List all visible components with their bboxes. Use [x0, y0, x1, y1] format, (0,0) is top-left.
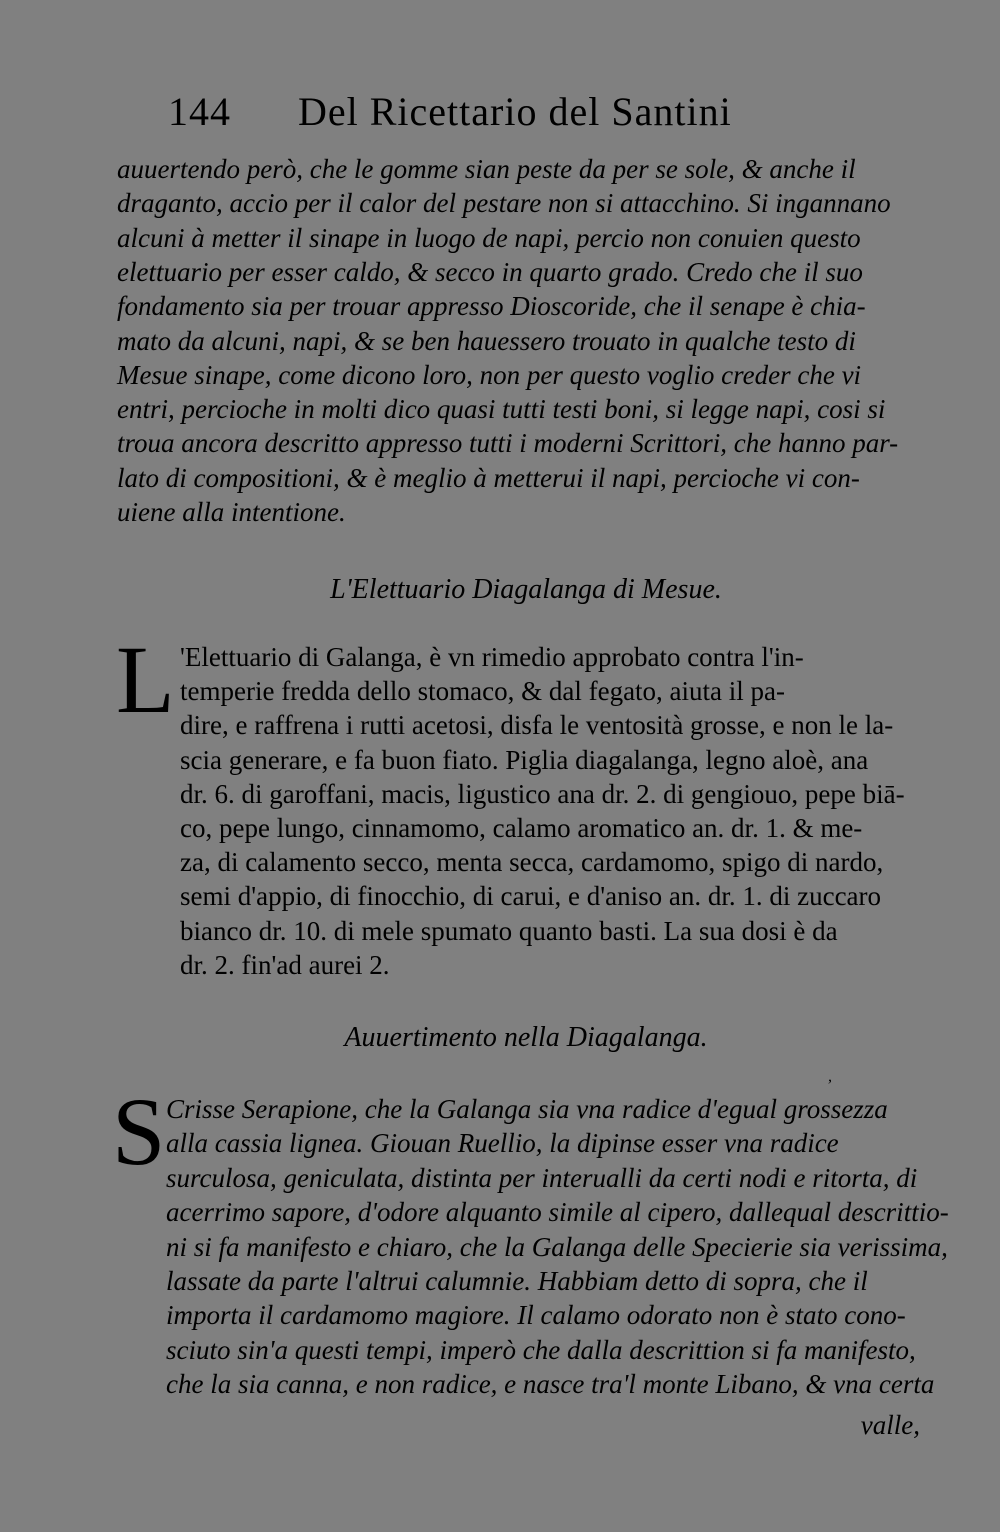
- text-line: elettuario per esser caldo, & secco in quarto grado. Credo che il suo: [117, 256, 863, 287]
- section-heading-2: Auuertimento nella Diagalanga.: [344, 1022, 708, 1053]
- text-line: uiene alla intentione.: [117, 497, 346, 527]
- text-line: dr. 6. di garoffani, macis, ligustico ana dr. 2. di gengiouo, pepe biā-: [180, 778, 905, 809]
- text-line: Crisse Serapione, che la Galanga sia vna radice d'egual grossezza: [166, 1094, 888, 1124]
- text-line: mato da alcuni, napi, & se ben hauessero trouato in qualche testo di: [117, 325, 856, 356]
- text-line: lassate da parte l'altrui calumnie. Habbiam detto di sopra, che il: [166, 1266, 868, 1296]
- text-line: che la sia canna, e non radice, e nasce tra'l monte Libano, & vna certa: [166, 1369, 935, 1400]
- drop-cap-l: L: [116, 626, 175, 733]
- text-line: sciuto sin'a questi tempi, imperò che dalla descrittion si fa manifesto,: [166, 1334, 916, 1365]
- text-line: acerrimo sapore, d'odore alquanto simile al cipero, dallequal descrittio-: [166, 1197, 949, 1228]
- drop-cap-s: S: [112, 1078, 166, 1185]
- text-line: alla cassia lignea. Giouan Ruellio, la dipinse esser vna radice: [166, 1128, 839, 1159]
- text-line: Mesue sinape, come dicono loro, non per questo voglio creder che vi: [117, 359, 862, 390]
- text-line: lato di compositioni, & è meglio à metterui il napi, percioche vi con-: [117, 462, 860, 493]
- page-number: 144: [168, 89, 231, 134]
- text-line: bianco dr. 10. di mele spumato quanto basti. La sua dosi è da: [180, 915, 838, 946]
- section-heading-1: L'Elettuario Diagalanga di Mesue.: [330, 574, 722, 605]
- text-line: surculosa, geniculata, distinta per interualli da certi nodi e ritorta, di: [166, 1162, 918, 1193]
- stray-mark: ,: [828, 1068, 832, 1085]
- text-line: scia generare, e fa buon fiato. Piglia diagalanga, legno aloè, ana: [180, 744, 869, 775]
- text-line: draganto, accio per il calor del pestare non si attacchino. Si ingannano: [117, 188, 891, 219]
- text-line: dr. 2. fin'ad aurei 2.: [180, 949, 390, 980]
- text-line: fondamento sia per trouar appresso Dioscoride, che il senape è chia-: [117, 291, 866, 322]
- text-line: za, di calamento secco, menta secca, cardamomo, spigo di nardo,: [180, 847, 884, 878]
- text-line: ni si fa manifesto e chiaro, che la Galanga delle Specierie sia verissima,: [166, 1231, 948, 1262]
- text-line: 'Elettuario di Galanga, è vn rimedio approbato contra l'in-: [180, 642, 804, 672]
- text-line: semi d'appio, di finocchio, di carui, e d'aniso an. dr. 1. di zuccaro: [180, 881, 882, 912]
- running-head: [168, 88, 768, 135]
- text-line: temperie fredda dello stomaco, & dal fegato, aiuta il pa-: [180, 676, 786, 707]
- text-line: alcuni à metter il sinape in luogo de napi, percio non conuien questo: [117, 222, 861, 253]
- text-line: entri, percioche in molti dico quasi tutti testi boni, si legge napi, cosi si: [117, 394, 886, 425]
- text-line: dire, e raffrena i rutti acetosi, disfa le ventosità grosse, e non le la-: [180, 710, 894, 741]
- text-line: troua ancora descritto appresso tutti i moderni Scrittori, che hanno par-: [117, 428, 899, 459]
- running-title: Del Ricettario del Santini: [298, 89, 732, 134]
- text-line: importa il cardamomo magiore. Il calamo odorato non è stato cono-: [166, 1300, 906, 1331]
- text-line: co, pepe lungo, cinnamomo, calamo aromatico an. dr. 1. & me-: [180, 813, 863, 843]
- catchword: valle,: [860, 1410, 920, 1440]
- text-line: auuertendo però, che le gomme sian peste da per se sole, & anche il: [117, 154, 856, 184]
